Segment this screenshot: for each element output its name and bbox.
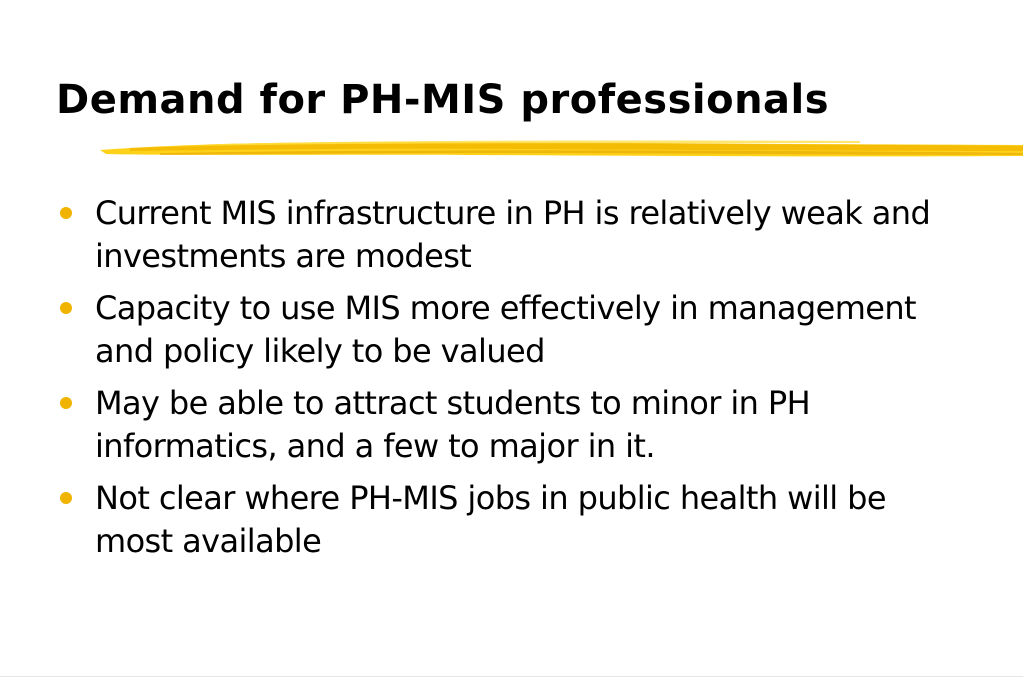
bullet-text: Not clear where PH-MIS jobs in public health will be most available bbox=[95, 479, 886, 560]
bullet-dot-icon bbox=[60, 492, 72, 504]
bullet-text: Capacity to use MIS more effectively in management and policy likely to be valued bbox=[95, 289, 916, 370]
title-brush-underline bbox=[100, 132, 1023, 166]
bullet-item bbox=[58, 477, 958, 563]
bullet-list bbox=[58, 192, 958, 572]
slide-title: Demand for PH-MIS professionals bbox=[56, 77, 830, 123]
bullet-text: May be able to attract students to minor in PH informatics, and a few to major in it. bbox=[95, 384, 811, 465]
bullet-text: Current MIS infrastructure in PH is relatively weak and investments are modest bbox=[95, 194, 931, 275]
bullet-item bbox=[58, 287, 958, 373]
bullet-dot-icon bbox=[60, 207, 72, 219]
bullet-item bbox=[58, 192, 958, 278]
bullet-item bbox=[58, 382, 958, 468]
bottom-divider bbox=[0, 676, 1023, 677]
bullet-dot-icon bbox=[60, 397, 72, 409]
bullet-dot-icon bbox=[60, 302, 72, 314]
